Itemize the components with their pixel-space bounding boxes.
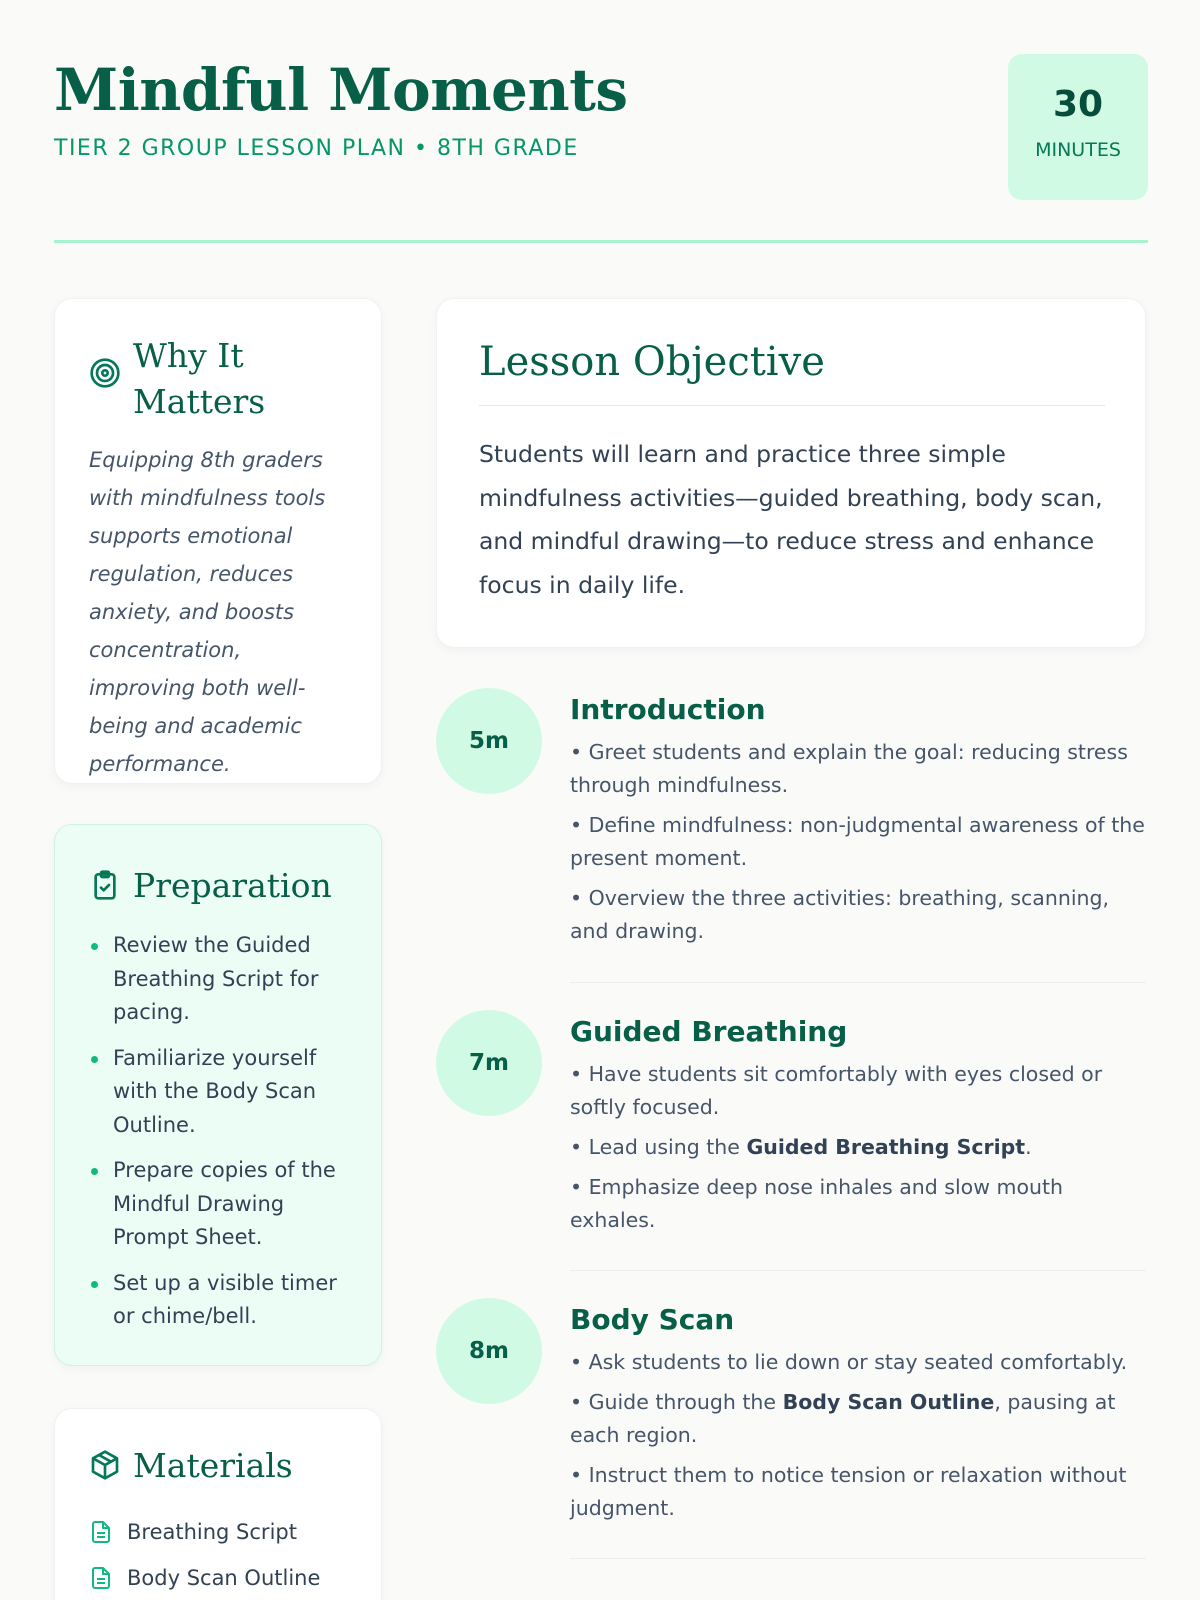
why-text: Equipping 8th graders with mindfulness tools supports emotional regulation, reduces anxiety, and boosts concentration, improving both well-being and academic performance. bbox=[89, 448, 326, 776]
material-label: Breathing Script bbox=[127, 1520, 297, 1544]
materials-header bbox=[89, 1443, 293, 1489]
material-label: Body Scan Outline bbox=[127, 1566, 321, 1590]
list-item: Familiarize yourself with the Body Scan Outline. bbox=[89, 1042, 351, 1143]
duration-badge bbox=[1008, 54, 1148, 200]
page-header bbox=[54, 56, 1148, 206]
step-divider bbox=[570, 1558, 1146, 1559]
why-header bbox=[89, 333, 265, 425]
step-body bbox=[570, 1010, 1146, 1244]
list-item: • Ask students to lie down or stay seated comfortably. bbox=[570, 1350, 1128, 1374]
step-bullets bbox=[570, 1346, 1146, 1525]
list-item: • Have students sit comfortably with eyes closed or softly focused. bbox=[570, 1062, 1103, 1119]
materials-card bbox=[54, 1408, 382, 1600]
box-icon bbox=[89, 1449, 121, 1481]
list-item: • Emphasize deep nose inhales and slow mouth exhales. bbox=[570, 1175, 1064, 1232]
list-item: • Lead using the Guided Breathing Script. bbox=[570, 1135, 1032, 1159]
objective-title: Lesson Objective bbox=[479, 339, 825, 385]
document-icon bbox=[89, 1566, 113, 1590]
step-body bbox=[570, 1298, 1146, 1532]
preparation-title: Preparation bbox=[133, 866, 332, 905]
step-time-badge: 7m bbox=[436, 1010, 542, 1116]
objective-divider bbox=[479, 405, 1105, 406]
page-subtitle: TIER 2 GROUP LESSON PLAN • 8TH GRADE bbox=[54, 136, 579, 161]
preparation-header bbox=[89, 863, 332, 909]
header-divider bbox=[54, 240, 1148, 243]
step-title: Introduction bbox=[570, 693, 766, 726]
objective-text: Students will learn and practice three simple mindfulness activities—guided breathing, body scan, and mindful drawing—to reduce stress and enhance focus in daily life. bbox=[479, 440, 1103, 599]
resource-name: Guided Breathing Script bbox=[746, 1135, 1026, 1159]
step-bullets bbox=[570, 736, 1146, 948]
duration-unit: MINUTES bbox=[1035, 139, 1121, 161]
why-title-line1: Why It bbox=[133, 336, 244, 375]
list-item: Set up a visible timer or chime/bell. bbox=[89, 1267, 351, 1334]
step-bullets bbox=[570, 1058, 1146, 1237]
list-item: • Instruct them to notice tension or relaxation without judgment. bbox=[570, 1463, 1127, 1520]
list-item: • Overview the three activities: breathing, scanning, and drawing. bbox=[570, 886, 1110, 943]
materials-title: Materials bbox=[133, 1446, 293, 1485]
page-title: Mindful Moments bbox=[54, 56, 628, 124]
lesson-objective-card bbox=[436, 298, 1146, 648]
why-it-matters-card bbox=[54, 298, 382, 784]
list-item bbox=[89, 1509, 320, 1555]
duration-value: 30 bbox=[1052, 84, 1104, 125]
step-divider bbox=[570, 982, 1146, 983]
document-icon bbox=[89, 1520, 113, 1544]
step-title: Body Scan bbox=[570, 1303, 735, 1336]
step-divider bbox=[570, 1270, 1146, 1271]
clipboard-check-icon bbox=[89, 869, 121, 901]
list-item bbox=[89, 1555, 320, 1600]
target-icon bbox=[89, 357, 121, 389]
preparation-card bbox=[54, 824, 382, 1366]
list-item: • Greet students and explain the goal: reducing stress through mindfulness. bbox=[570, 740, 1128, 797]
preparation-list bbox=[89, 929, 351, 1346]
resource-name: Body Scan Outline bbox=[782, 1390, 995, 1414]
list-item: Review the Guided Breathing Script for pacing. bbox=[89, 929, 351, 1030]
materials-list bbox=[89, 1509, 320, 1600]
why-title bbox=[133, 333, 265, 425]
step-time-badge: 5m bbox=[436, 688, 542, 794]
step-title: Guided Breathing bbox=[570, 1015, 848, 1048]
step-body bbox=[570, 688, 1146, 955]
list-item: • Define mindfulness: non-judgmental awareness of the present moment. bbox=[570, 813, 1145, 870]
why-title-line2: Matters bbox=[133, 382, 266, 421]
list-item: Prepare copies of the Mindful Drawing Prompt Sheet. bbox=[89, 1154, 351, 1255]
list-item: • Guide through the Body Scan Outline, pausing at each region. bbox=[570, 1390, 1116, 1447]
step-time-badge: 8m bbox=[436, 1298, 542, 1404]
